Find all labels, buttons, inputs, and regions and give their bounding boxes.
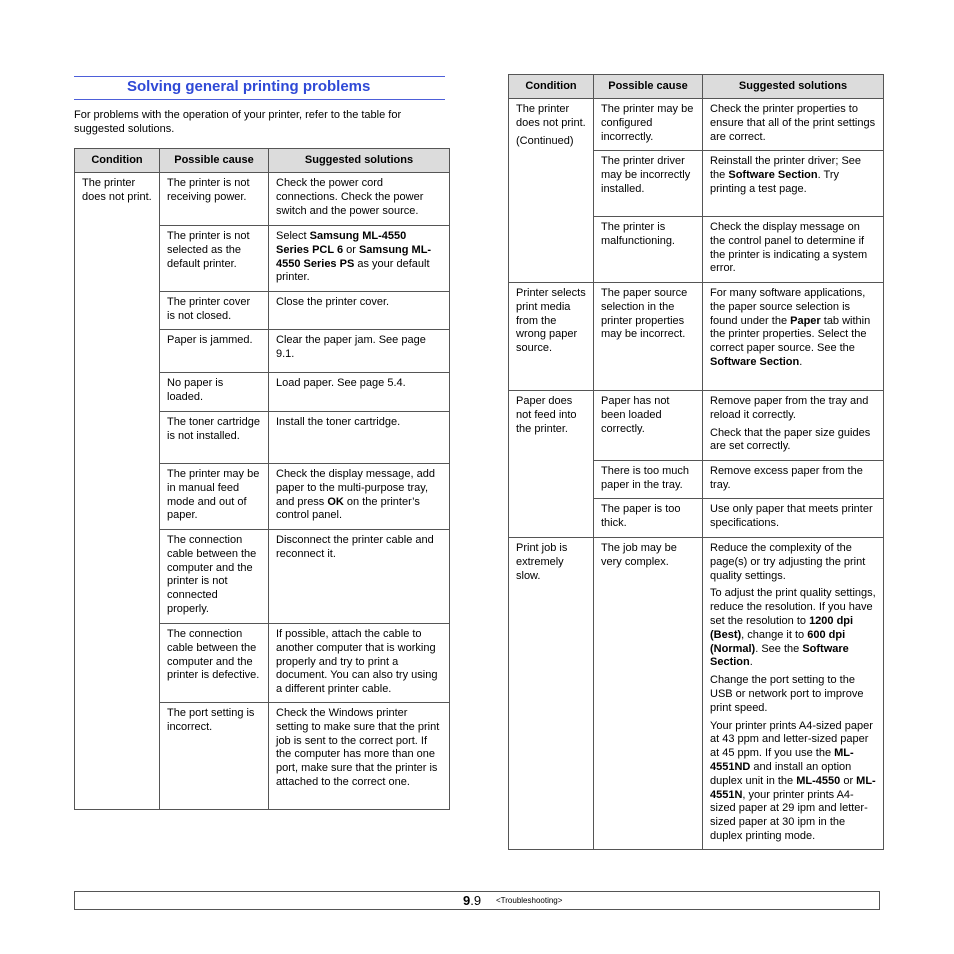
- solution-cell: Close the printer cover.: [269, 292, 450, 330]
- condition-cell: The printer does not print. (Continued): [509, 99, 594, 283]
- solution-cell: Remove excess paper from the tray.: [703, 461, 884, 499]
- page-number: 9.9: [463, 893, 482, 908]
- solution-cell: Check the printer properties to ensure that all of the print settings are correct.: [703, 99, 884, 151]
- solution-cell: Check the power cord connections. Check the power switch and the power source.: [269, 173, 450, 226]
- table-row: [509, 538, 884, 850]
- header-solution: Suggested solutions: [703, 75, 884, 99]
- table-row: [509, 99, 884, 151]
- header-cause: Possible cause: [160, 149, 269, 173]
- header-condition: Condition: [75, 149, 160, 173]
- cause-cell: No paper is loaded.: [160, 373, 269, 412]
- cause-cell: The printer cover is not closed.: [160, 292, 269, 330]
- cause-cell: The printer is not receiving power.: [160, 173, 269, 226]
- cause-cell: The paper is too thick.: [594, 499, 703, 538]
- cause-cell: Paper is jammed.: [160, 330, 269, 373]
- solution-cell: Reinstall the printer driver; See the Software Section. Try printing a test page.: [703, 151, 884, 217]
- continued-note: (Continued): [516, 134, 574, 147]
- solution-cell: Select Samsung ML-4550 Series PCL 6 or Samsung ML-4550 Series PS as your default printer.: [269, 226, 450, 292]
- table-header-row: [75, 149, 450, 173]
- solution-cell: Use only paper that meets printer specifications.: [703, 499, 884, 538]
- heading-rule: [74, 76, 445, 100]
- cause-cell: The printer is not selected as the default printer.: [160, 226, 269, 292]
- cause-cell: The printer is malfunctioning.: [594, 217, 703, 283]
- table-row: [509, 391, 884, 461]
- cause-cell: The toner cartridge is not installed.: [160, 412, 269, 464]
- solution-cell: For many software applications, the paper source selection is found under the Paper tab within the printer properties. Select the correct paper source. See the Software Section.: [703, 283, 884, 391]
- solution-cell: Check the Windows printer setting to make sure that the print job is sent to the correct port. If the computer has more than one port, make sure that the printer is attached to the correct one.: [269, 703, 450, 810]
- solution-cell: Reduce the complexity of the page(s) or try adjusting the print quality settings. To adjust the print quality settings, reduce the resolution. If you have set the resolution to 1200 dpi (Best), change it to 600 dpi (Normal). See the Software Section. Change the port setting to the USB or network port to improve print speed. Your printer prints A4-sized paper at 43 ppm and letter-sized paper at 45 ppm. If you use the ML-4551ND and install an option duplex unit in the ML-4550 or ML-4551N, your printer prints A4-sized paper at 29 ipm and letter-sized paper at 30 ipm in the duplex printing mode.: [703, 538, 884, 850]
- header-cause: Possible cause: [594, 75, 703, 99]
- condition-cell: The printer does not print.: [75, 173, 160, 810]
- solution-cell: Install the toner cartridge.: [269, 412, 450, 464]
- solution-cell: Disconnect the printer cable and reconnect it.: [269, 530, 450, 624]
- solution-cell: Check the display message on the control panel to determine if the printer is indicating a system error.: [703, 217, 884, 283]
- cause-cell: The job may be very complex.: [594, 538, 703, 850]
- page-heading: Solving general printing problems: [127, 78, 371, 95]
- cause-cell: The paper source selection in the printer properties may be incorrect.: [594, 283, 703, 391]
- condition-cell: Paper does not feed into the printer.: [509, 391, 594, 538]
- cause-cell: The printer may be in manual feed mode and out of paper.: [160, 464, 269, 530]
- table-header-row: [509, 75, 884, 99]
- solution-cell: Remove paper from the tray and reload it correctly. Check that the paper size guides are set correctly.: [703, 391, 884, 461]
- header-solution: Suggested solutions: [269, 149, 450, 173]
- cause-cell: The printer driver may be incorrectly installed.: [594, 151, 703, 217]
- condition-cell: Printer selects print media from the wrong paper source.: [509, 283, 594, 391]
- solution-cell: Clear the paper jam. See page 9.1.: [269, 330, 450, 373]
- cause-cell: The connection cable between the computer and the printer is defective.: [160, 624, 269, 703]
- solution-cell: Load paper. See page 5.4.: [269, 373, 450, 412]
- condition-cell: Print job is extremely slow.: [509, 538, 594, 850]
- left-troubleshooting-table: [74, 148, 450, 810]
- header-condition: Condition: [509, 75, 594, 99]
- right-troubleshooting-table: [508, 74, 884, 850]
- intro-text: For problems with the operation of your printer, refer to the table for suggested solutions.: [74, 109, 402, 135]
- solution-cell: Check the display message, add paper to the multi-purpose tray, and press OK on the printer’s control panel.: [269, 464, 450, 530]
- section-name: <Troubleshooting>: [496, 896, 563, 905]
- solution-cell: If possible, attach the cable to another computer that is working properly and try to print a document. You can also try using a different printer cable.: [269, 624, 450, 703]
- table-row: [509, 283, 884, 391]
- cause-cell: The connection cable between the computer and the printer is not connected properly.: [160, 530, 269, 624]
- cause-cell: The printer may be configured incorrectly.: [594, 99, 703, 151]
- page-footer: [74, 891, 880, 910]
- table-row: [75, 173, 450, 226]
- cause-cell: There is too much paper in the tray.: [594, 461, 703, 499]
- cause-cell: Paper has not been loaded correctly.: [594, 391, 703, 461]
- cause-cell: The port setting is incorrect.: [160, 703, 269, 810]
